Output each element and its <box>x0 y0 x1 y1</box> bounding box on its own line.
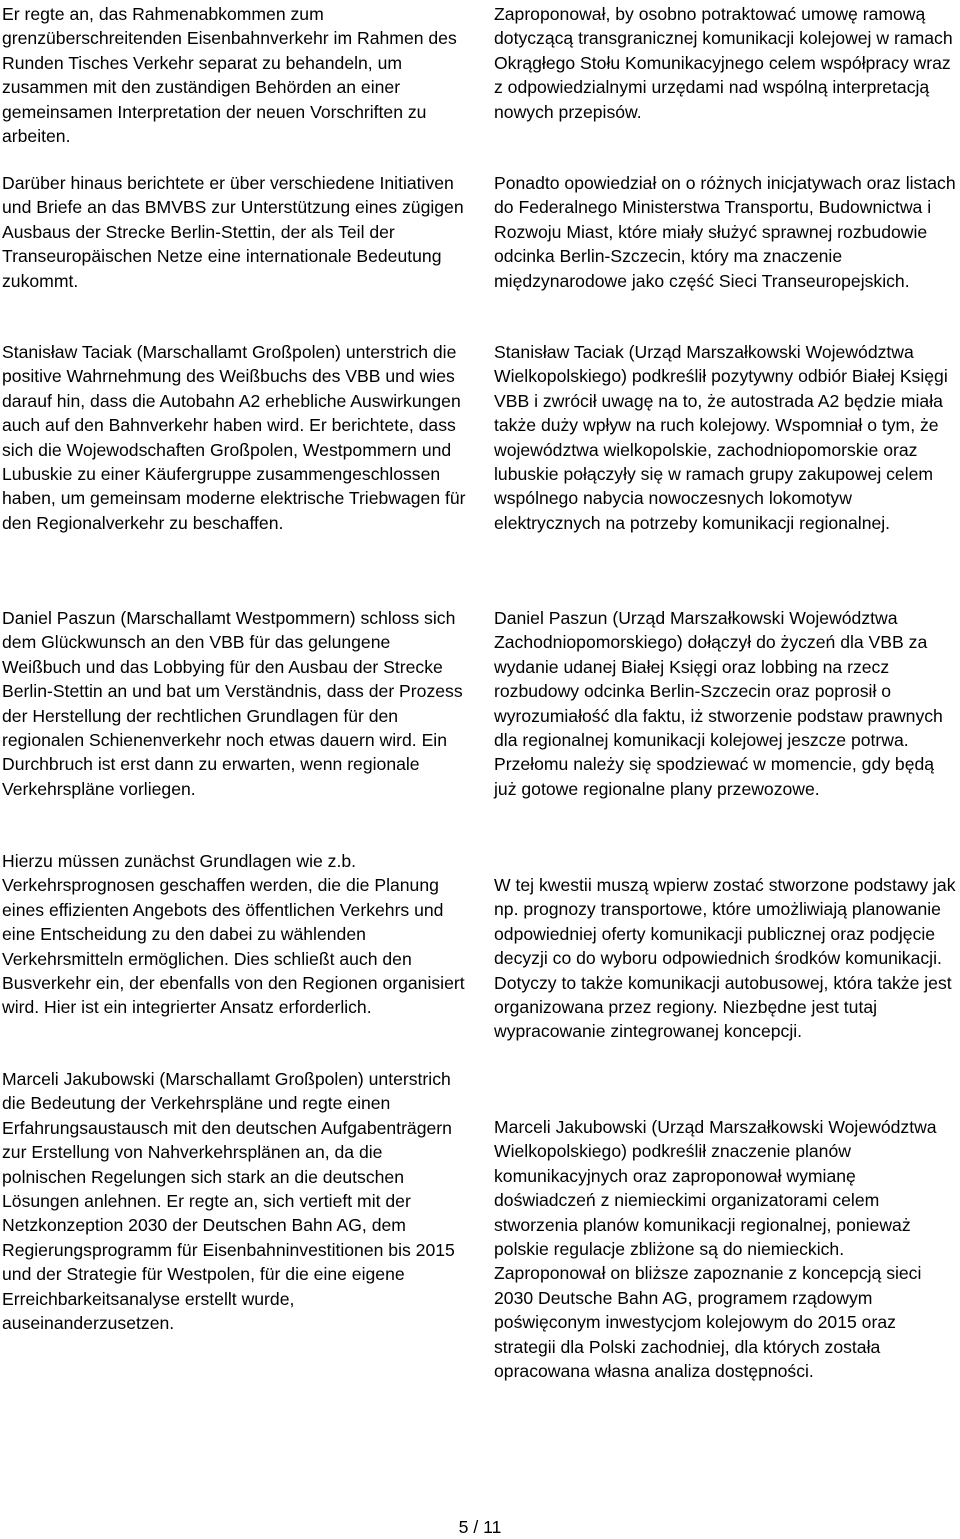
german-paragraph-2: Darüber hinaus berichtete er über verschiedene Initiativen und Briefe an das BMVBS zur Unterstützung eines zügigen Ausbaus der Strecke Berlin-Stettin, der als Teil der Transeuropäischen Netze eine internationale Bedeutung zukommt. <box>2 173 464 291</box>
polish-paragraph-5: W tej kwestii muszą wpierw zostać stworzone podstawy jak np. prognozy transportowe, które umożliwiają planowanie odpowiedniej oferty komunikacji publicznej oraz podjęcie decyzji co do wyboru odpowiednich środków komunikacji. Dotyczy to także komunikacji autobusowej, która także jest organizowana przez regiony. Niezbędne jest tutaj wypracowanie zintegrowanej koncepcji. <box>494 875 956 1042</box>
german-paragraph-5: Hierzu müssen zunächst Grundlagen wie z.b. Verkehrsprognosen geschaffen werden, die die Planung eines effizienten Angebots des öffentlichen Verkehrs und eine Entscheidung zu den dabei zu wählenden Verkehrsmitteln ermöglichen. Dies schließt auch den Busverkehr ein, der ebenfalls von den Regionen organisiert wird. Hier ist ein integrierter Ansatz erforderlich. <box>2 851 465 1018</box>
polish-paragraph-6: Marceli Jakubowski (Urząd Marszałkowski Województwa Wielkopolskiego) podkreślił znaczenie planów komunikacyjnych oraz zaproponował wymianę doświadczeń z niemieckimi organizatorami celem stworzenia planów komunikacji regionalnej, ponieważ polskie regulacje zbliżone są do niemieckich. Zaproponował on bliższe zapoznanie z koncepcją sieci 2030 Deutsche Bahn AG, programem rządowym poświęconym inwestycjom kolejowym do 2015 oraz strategii dla Polski zachodniej, dla których została opracowana własna analiza dostępności. <box>494 1117 937 1382</box>
polish-paragraph-3: Stanisław Taciak (Urząd Marszałkowski Województwa Wielkopolskiego) podkreślił pozytywny odbiór Białej Księgi VBB i zwrócił uwagę na to, że autostrada A2 będzie miała także duży wpływ na ruch kolejowy. Wspomniał o tym, że województwa wielkopolskie, zachodniopomorskie oraz lubuskie połączyły się w ramach grupy zakupowej celem wspólnego nabycia nowoczesnych lokomotyw elektrycznych na potrzeby komunikacji regionalnej. <box>494 342 948 533</box>
polish-paragraph-4: Daniel Paszun (Urząd Marszałkowski Województwa Zachodniopomorskiego) dołączył do życzeń dla VBB za wydanie udanej Białej Księgi oraz lobbing na rzecz rozbudowy odcinka Berlin-Szczecin oraz poprosił o wyrozumiałość dla faktu, iż stworzenie podstaw prawnych dla regionalnej komunikacji kolejowej jeszcze potrwa. Przełomu należy się spodziewać w momencie, gdy będą już gotowe regionalne plany przewozowe. <box>494 608 943 799</box>
page-number: 5 / 11 <box>458 1517 502 1537</box>
german-paragraph-1: Er regte an, das Rahmenabkommen zum grenzüberschreitenden Eisenbahnverkehr im Rahmen des Runden Tisches Verkehr separat zu behandeln, um zusammen mit den zuständigen Behörden an einer gemeinsamen Interpretation der neuen Vorschriften zu arbeiten. <box>2 4 457 147</box>
german-paragraph-6: Marceli Jakubowski (Marschallamt Großpolen) unterstrich die Bedeutung der Verkehrspläne und regte einen Erfahrungsaustausch mit den deutschen Aufgabenträgern zur Erstellung von Nahverkehrsplänen an, da die polnischen Regelungen sich stark an die deutschen Lösungen anlehnen. Er regte an, sich vertieft mit der Netzkonzeption 2030 der Deutschen Bahn AG, dem Regierungsprogramm für Eisenbahninvestitionen bis 2015 und der Strategie für Westpolen, für die eine eigene Erreichbarkeitsanalyse erstellt wurde, auseinanderzusetzen. <box>2 1069 455 1334</box>
polish-paragraph-2: Ponadto opowiedział on o różnych inicjatywach oraz listach do Federalnego Ministerstwa Transportu, Budownictwa i Rozwoju Miast, które miały służyć sprawnej rozbudowie odcinka Berlin-Szczecin, który ma znaczenie międzynarodowe jako część Sieci Transeuropejskich. <box>494 173 956 291</box>
german-paragraph-4: Daniel Paszun (Marschallamt Westpommern) schloss sich dem Glückwunsch an den VBB für das gelungene Weißbuch und das Lobbying für den Ausbau der Strecke Berlin-Stettin an und bat um Verständnis, dass der Prozess der Herstellung der rechtlichen Grundlagen für den regionalen Schienenverkehr noch etwas dauern wird. Ein Durchbruch ist erst dann zu erwarten, wenn regionale Verkehrspläne vorliegen. <box>2 608 463 799</box>
german-paragraph-3: Stanisław Taciak (Marschallamt Großpolen) unterstrich die positive Wahrnehmung des Weißbuchs des VBB und wies darauf hin, dass die Autobahn A2 erhebliche Auswirkungen auch auf den Bahnverkehr haben wird. Er berichtete, dass sich die Wojewodschaften Großpolen, Westpommern und Lubuskie zu einer Käufergruppe zusammengeschlossen haben, um gemeinsam moderne elektrische Triebwagen für den Regionalverkehr zu beschaffen. <box>2 342 466 533</box>
polish-paragraph-1: Zaproponował, by osobno potraktować umowę ramową dotyczącą transgranicznej komunikacji kolejowej w ramach Okrągłego Stołu Komunikacyjnego celem współpracy wraz z odpowiedzialnymi urzędami nad wspólną interpretacją nowych przepisów. <box>494 4 953 122</box>
